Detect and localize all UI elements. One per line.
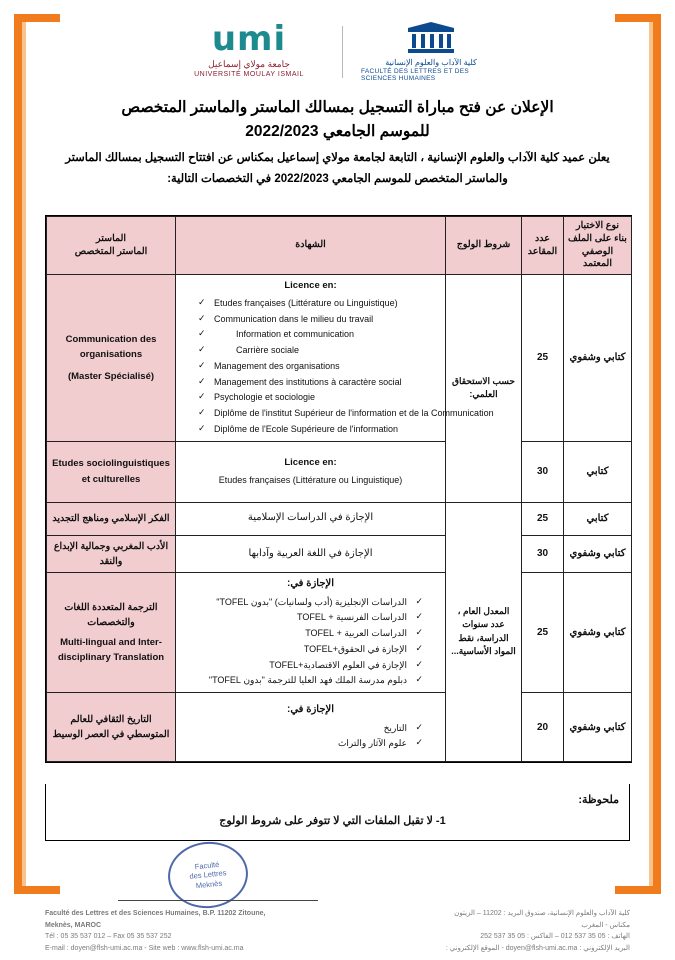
footer-fr-line-4 <box>45 943 314 955</box>
list-item: ✓ دبلوم مدرسة الملك فهد العليا للترجمة "بدون TOFEL" <box>180 673 441 689</box>
header-exam-type-l2: بناء على الملف <box>568 232 627 244</box>
table-header-row <box>47 217 632 275</box>
intro-line-1: يعلن عميد كلية الآداب والعلوم الإنسانية ، التابعة لجامعة مولاي إسماعيل بمكناس عن افتتاح التسجيل بمسالك الماستر <box>65 152 610 164</box>
footer-ar-line-3: الهاتف : 05 35 537 012 – الفاكس : 05 35 537 252 <box>480 933 630 941</box>
faculty-name-arabic: كلية الآداب والعلوم الإنسانية <box>385 58 477 67</box>
row6-diploma <box>176 693 446 762</box>
book-building-icon <box>404 22 458 56</box>
intro-paragraph <box>52 148 623 191</box>
stamp-line-3: Meknès <box>195 878 223 890</box>
row3-seats: 25 <box>522 502 564 535</box>
row4-diploma: الإجازة في اللغة العربية وآدابها <box>176 535 446 572</box>
row4-master: الأدب المغربي وجمالية الإبداع والنقد <box>47 535 176 572</box>
row6-exam-type: كتابي وشفوي <box>564 693 632 762</box>
list-item: ✓ Carrière sociale <box>180 343 441 359</box>
row2-exam-type: كتابي <box>564 441 632 502</box>
table-row <box>47 502 632 535</box>
list-item: ✓ Psychologie et sociologie <box>180 390 441 406</box>
table-row <box>47 573 632 693</box>
title-line-1: الإعلان عن فتح مباراة التسجيل بمسالك الماستر والماستر المتخصص <box>121 99 554 116</box>
decorative-right-bar-inner <box>649 14 653 894</box>
header-divider <box>342 26 343 78</box>
header-master-l2: الماستر المتخصص <box>74 245 148 257</box>
document-footer <box>45 908 630 954</box>
row3-conditions: المعدل العام ، عدد سنوات الدراسة، نقط المواد الأساسية... <box>446 502 522 761</box>
page-title <box>60 96 615 144</box>
table-row <box>47 275 632 441</box>
row6-seats: 20 <box>522 693 564 762</box>
row1-seats: 25 <box>522 275 564 441</box>
row5-exam-type: كتابي وشفوي <box>564 573 632 693</box>
note-item-1: 1- لا تقبل الملفات التي لا تتوفر على شروط الولوج <box>219 814 446 827</box>
document-header <box>0 19 675 82</box>
footer-ar-line-1: كلية الآداب والعلوم الإنسانية، صندوق البريد : 11202 – الزيتون <box>454 910 630 917</box>
header-conditions: شروط الولوج <box>446 217 522 275</box>
list-item: ✓ الدراسات العربية + TOFEL <box>180 626 441 642</box>
list-item: ✓ الإجازة في الحقوق+TOFEL <box>180 642 441 658</box>
decorative-right-bar <box>653 14 661 894</box>
table-row <box>47 693 632 762</box>
stamp-line-2: des Lettres <box>189 868 227 882</box>
programs-table-container <box>45 215 632 763</box>
list-item: ✓ علوم الآثار والتراث <box>180 736 441 752</box>
list-item: ✓ Diplôme de l'institut Supérieur de l'information et de la Communication <box>180 406 441 422</box>
row5-diploma <box>176 573 446 693</box>
footer-fr-line-1: Faculté des Lettres et des Sciences Humaines, B.P. 11202 Zitoune, <box>45 910 266 917</box>
list-item: ✓ Etudes françaises (Littérature ou Linguistique) <box>180 296 441 312</box>
row5-master <box>47 573 176 693</box>
umi-logo-text: umi <box>211 19 287 59</box>
row1-conditions: حسب الاستحقاق العلمي: <box>446 275 522 502</box>
row5-seats: 25 <box>522 573 564 693</box>
decorative-corner-bottom-right <box>615 886 661 894</box>
list-item: ✓ Management des institutions à caractère social <box>180 375 441 391</box>
faculty-logo-icon <box>404 22 458 56</box>
row1-master <box>47 275 176 441</box>
stamp-line-1: Faculté <box>194 859 220 872</box>
header-seats <box>522 217 564 275</box>
footer-fr-line-3: Tél : 05 35 537 012 – Fax 05 35 537 252 <box>45 933 172 941</box>
row5-master-l1: الترجمة المتعددة اللغات والتخصصات <box>64 602 158 629</box>
header-exam-type <box>564 217 632 275</box>
footer-fr-web[interactable]: www.flsh-umi.ac.ma <box>181 944 244 952</box>
row1-diploma-head: Licence en: <box>284 280 337 292</box>
decorative-corner-top-left <box>14 14 60 22</box>
note-title: ملحوظة: <box>578 794 619 806</box>
footer-ar-line-4: البريد الإلكتروني : doyen@flsh-umi.ac.ma - الموقع الإلكتروني : <box>445 944 630 952</box>
row2-seats: 30 <box>522 441 564 502</box>
row6-diploma-head: الإجازة في: <box>286 704 334 716</box>
footer-french <box>45 908 314 954</box>
decorative-corner-top-right <box>615 14 661 22</box>
row1-exam-type: كتابي وشفوي <box>564 275 632 441</box>
row3-diploma: الإجازة في الدراسات الإسلامية <box>176 502 446 535</box>
list-item: ✓ Diplôme de l'Ecole Supérieure de l'information <box>180 422 441 438</box>
list-item: ✓ Communication dans le milieu du travail <box>180 312 441 328</box>
faculty-name-french: FACULTÉ DES LETTRES ET DES SCIENCES HUMAINES <box>361 68 469 82</box>
row5-master-l2: Multi-lingual and Inter-disciplinary Translation <box>57 636 165 663</box>
university-logo <box>174 19 324 78</box>
footer-fr-line-2: Meknès, MAROC <box>45 921 102 929</box>
decorative-left-bar-inner <box>22 14 26 894</box>
row3-master: الفكر الإسلامي ومناهج التجديد <box>47 502 176 535</box>
row1-master-l1: Communication des organisations <box>65 334 157 361</box>
row6-diploma-list <box>180 721 441 753</box>
decorative-left-bar <box>14 14 22 894</box>
row6-master: التاريخ الثقافي للعالم المتوسطي في العصر الوسيط <box>47 693 176 762</box>
faculty-logo <box>361 22 501 82</box>
header-exam-type-l3: الوصفي المعتمد <box>581 245 614 270</box>
intro-line-2: والماستر المتخصص للموسم الجامعي 2022/2023 في التخصصات التالية: <box>167 173 508 186</box>
footer-fr-email: E-mail : doyen@flsh-umi.ac.ma - Site web : <box>45 944 180 952</box>
header-diploma: الشهادة <box>176 217 446 275</box>
header-exam-type-l1: نوع الاختبار <box>575 220 619 231</box>
note-section <box>45 784 630 841</box>
row2-diploma-head: Licence en: <box>284 457 337 469</box>
row2-diploma-text: Etudes françaises (Littérature ou Linguistique) <box>218 475 403 486</box>
footer-ar-line-2: مكناس - المغرب <box>581 921 630 929</box>
header-master <box>47 217 176 275</box>
header-seats-l1: عدد <box>535 232 550 244</box>
list-item: ✓ Management des organisations <box>180 359 441 375</box>
row4-seats: 30 <box>522 535 564 572</box>
list-item: ✓ الدراسات الإنجليزية (أدب ولسانيات) "بدون TOFEL" <box>180 595 441 611</box>
list-item: ✓ الإجازة في العلوم الاقتصادية+TOFEL <box>180 658 441 674</box>
table-row <box>47 535 632 572</box>
footer-arabic <box>361 908 630 954</box>
row3-exam-type: كتابي <box>564 502 632 535</box>
row2-diploma <box>176 441 446 502</box>
header-master-l1: الماستر <box>96 232 126 244</box>
row2-master: Etudes sociolinguistiques et culturelles <box>47 441 176 502</box>
programs-table <box>46 216 632 762</box>
list-item: ✓ الدراسات الفرنسية + TOFEL <box>180 610 441 626</box>
list-item: ✓ Information et communication <box>180 327 441 343</box>
signature-line <box>118 900 318 901</box>
umi-logo-mark <box>211 19 287 59</box>
row4-exam-type: كتابي وشفوي <box>564 535 632 572</box>
table-row <box>47 441 632 502</box>
row1-master-l2: (Master Spécialisé) <box>67 370 155 382</box>
header-seats-l2: المقاعد <box>527 245 558 257</box>
list-item: ✓ التاريخ <box>180 721 441 737</box>
row5-diploma-head: الإجازة في: <box>286 578 334 590</box>
row5-diploma-list <box>180 595 441 690</box>
decorative-corner-bottom-left <box>14 886 60 894</box>
university-name-french: UNIVERSITÉ MOULAY ISMAIL <box>194 71 304 78</box>
university-name-arabic: جامعة مولاي إسماعيل <box>208 59 290 69</box>
title-line-2: للموسم الجامعي 2022/2023 <box>245 123 430 141</box>
